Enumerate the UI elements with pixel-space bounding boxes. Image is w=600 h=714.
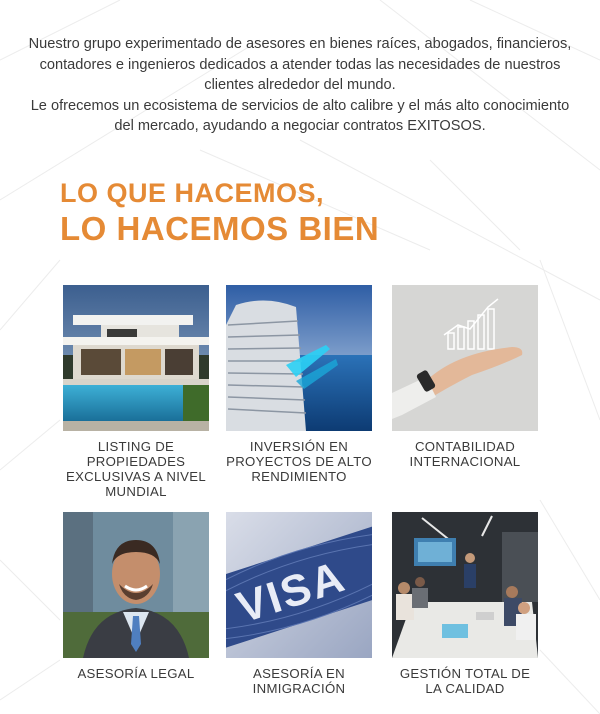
service-label: ASESORÍA LEGAL [77, 666, 195, 681]
headline-line-2: LO HACEMOS BIEN [60, 210, 380, 247]
service-card-contabilidad[interactable] [392, 285, 538, 469]
service-card-inmigracion[interactable] [226, 512, 372, 696]
service-label: CONTABILIDAD INTERNACIONAL [409, 439, 521, 469]
service-label: GESTIÓN TOTAL DE LA CALIDAD [399, 666, 531, 696]
service-card-inversion[interactable] [226, 285, 372, 484]
headline-line-1: LO QUE HACEMOS, [60, 178, 325, 208]
meeting-room-image [392, 512, 538, 658]
modern-house-image [63, 285, 209, 431]
service-card-calidad[interactable] [392, 512, 538, 696]
service-label: INVERSIÓN EN PROYECTOS DE ALTO RENDIMIENTO [226, 439, 372, 484]
hand-chart-image [392, 285, 538, 431]
section-headline [60, 176, 379, 248]
service-label: LISTING DE PROPIEDADES EXCLUSIVAS A NIVEL MUNDIAL [65, 439, 207, 499]
service-card-legal[interactable] [63, 512, 209, 681]
ocean-tower-image [226, 285, 372, 431]
lawyer-image [63, 512, 209, 658]
svg-text:VISA: VISA [231, 551, 352, 633]
service-label: ASESORÍA EN INMIGRACIÓN [252, 666, 346, 696]
intro-paragraph-1: Nuestro grupo experimentado de asesores en bienes raíces, abogados, financieros, contadores e ingenieros dedicados a atender todas las necesidades de nuestros clientes alrededor del mundo. [28, 36, 572, 93]
intro-paragraph-2: Le ofrecemos un ecosistema de servicios de alto calibre y el más alto conocimiento del mercado, ayudando a negociar contratos EXITOSOS. [30, 97, 570, 134]
visa-image [226, 512, 372, 658]
service-card-listing[interactable] [63, 285, 209, 499]
intro-text [20, 34, 580, 137]
